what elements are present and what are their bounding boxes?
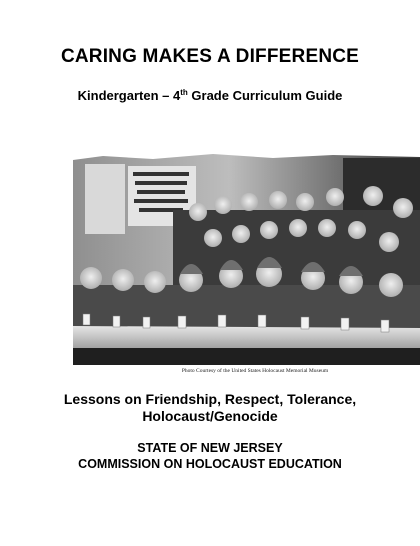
- state-name: STATE OF NEW JERSEY: [137, 441, 283, 455]
- subtitle-superscript: th: [180, 88, 188, 97]
- lessons-line-2: Holocaust/Genocide: [142, 408, 278, 424]
- classroom-photo: [73, 150, 420, 365]
- page-title: CARING MAKES A DIFFERENCE: [60, 46, 360, 67]
- page-subtitle: [0, 88, 420, 103]
- commission-name: COMMISSION ON HOLOCAUST EDUCATION: [78, 457, 342, 471]
- subtitle-guide: Grade Curriculum Guide: [187, 88, 343, 103]
- subtitle-grade-range: Kindergarten – 4: [77, 88, 181, 103]
- lessons-line-1: Lessons on Friendship, Respect, Tolerance,: [63, 391, 357, 407]
- cover-photo: [73, 150, 420, 365]
- photo-caption: Photo Courtesy of the United States Holocaust Memorial Museum: [181, 368, 329, 374]
- publisher-block: [0, 440, 420, 472]
- lessons-heading: [0, 391, 420, 425]
